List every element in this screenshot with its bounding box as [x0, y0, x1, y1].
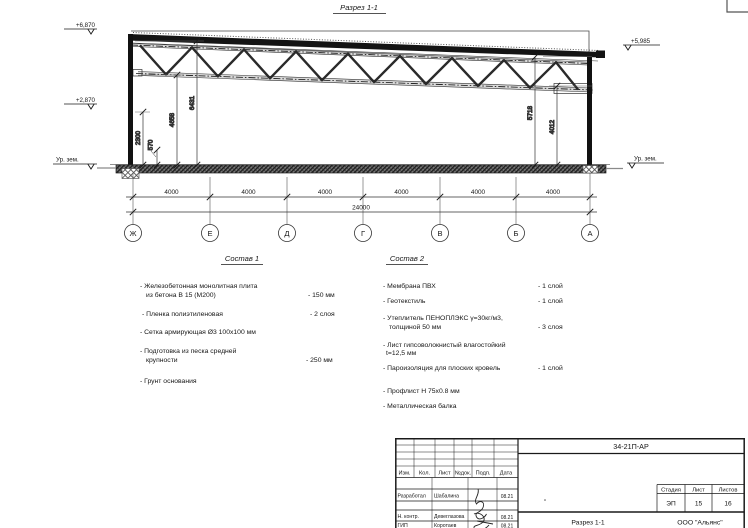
list-item: - Геотекстиль	[383, 298, 426, 305]
list-item: - Железобетонная монолитная плита	[140, 283, 258, 290]
sheet-header: Лист	[692, 487, 705, 494]
horizontal-dims	[126, 173, 597, 225]
sostav2-list	[383, 254, 563, 410]
tb-date: 08.21	[500, 515, 514, 521]
tb-col-kol: Кол.	[418, 470, 431, 477]
sostav1-list	[140, 254, 335, 385]
building-section	[97, 31, 623, 179]
dim-6431: 6431	[189, 95, 196, 111]
tb-role: ГИП	[397, 523, 408, 528]
list-item: крупности	[146, 357, 178, 364]
list-item-value: - 250 мм	[306, 357, 333, 364]
stage-header: Стадия	[661, 487, 681, 494]
axis-label: Ж	[129, 229, 137, 238]
sheet-title: Разрез 1-1	[571, 519, 605, 527]
sostav2-title: Состав 2	[389, 254, 425, 263]
axis-label: А	[587, 229, 593, 238]
tb-role: Н. контр.	[397, 514, 419, 520]
tb-date: 08.21	[500, 523, 514, 528]
tb-person: Коротаев	[434, 523, 457, 528]
elevation-mid-left	[64, 97, 97, 109]
list-item: - Подготовка из песка средней	[140, 348, 237, 355]
elevation-top-left-label: +6,870	[75, 22, 95, 29]
bay-dim-label: 4000	[394, 189, 409, 196]
list-item-value: - 1 слой	[538, 283, 563, 290]
sheets-header: Листов	[718, 487, 738, 494]
bay-dim-label: 4000	[470, 189, 486, 196]
doc-number: 34-21П-АР	[613, 442, 649, 451]
list-item: - Сетка армирующая Ø3 100х100 мм	[140, 329, 256, 336]
dim-4658: 4658	[169, 112, 176, 128]
bay-dim-label: 4000	[241, 189, 256, 196]
tb-col-izm: Изм.	[398, 470, 411, 477]
elevation-top-left	[64, 22, 97, 34]
tb-person: Девеглазова	[434, 514, 465, 520]
vertical-dims-left	[135, 38, 204, 168]
axis-bubbles	[125, 225, 599, 242]
ground-level-right-label: Ур. зем.	[634, 155, 657, 163]
bay-dim-label: 4000	[164, 189, 179, 196]
tb-col-data: Дата	[499, 470, 513, 477]
section-title-label: Разрез 1-1	[340, 3, 378, 12]
axis-label: Б	[513, 229, 519, 238]
tb-person: Шабалина	[434, 493, 460, 500]
elevation-mid-left-label: +2,870	[75, 97, 95, 104]
list-item: - Профлист Н 75х0.8 мм	[383, 388, 460, 395]
tb-date: 08.21	[500, 494, 514, 500]
list-item: толщиной 50 мм	[389, 324, 442, 331]
list-item: - Пленка полиэтиленовая	[142, 311, 223, 318]
list-item-value: - 1 слой	[538, 298, 563, 305]
bay-dim-label: 4000	[317, 189, 333, 196]
list-item: - Металлическая балка	[383, 403, 457, 410]
section-title	[333, 3, 386, 14]
sheet-number: 15	[694, 500, 703, 508]
dim-5718: 5718	[527, 105, 534, 121]
tb-col-list: Лист	[438, 470, 451, 477]
column-left	[128, 34, 133, 168]
list-item-value: - 2 слоя	[310, 311, 335, 318]
list-item: - Утеплитель ПЕНОПЛЭКС γ=30кг/м3,	[383, 315, 503, 322]
stage-value: ЭП	[666, 500, 676, 508]
list-item-value: - 1 слой	[538, 365, 563, 372]
frame-corner	[727, 0, 748, 12]
stray-dot	[544, 499, 546, 501]
dim-2300: 2300	[135, 130, 142, 146]
axis-label: В	[437, 229, 443, 238]
elevation-top-right	[623, 38, 660, 50]
tb-role: Разработал	[397, 493, 426, 500]
total-dim-label: 24000	[352, 204, 370, 212]
elevation-top-right-label: +5,985	[631, 38, 651, 45]
bay-dim-label: 4000	[545, 189, 561, 196]
company-name: ООО "Альянс"	[677, 519, 723, 527]
list-item-value: - 150 мм	[308, 292, 335, 299]
list-item: - Грунт основания	[140, 378, 197, 385]
vertical-dims-right	[527, 54, 592, 168]
title-block	[395, 438, 745, 528]
list-item: - Пароизоляция для плоских кровель	[383, 365, 501, 372]
dim-4012: 4012	[549, 119, 556, 135]
list-item: t=12,5 мм	[386, 350, 417, 357]
list-item: - Лист гипсоволокнистый влагостойкий	[383, 342, 506, 349]
ground-level-left-label: Ур. зем.	[56, 156, 79, 164]
list-item-value: - 3 слоя	[538, 324, 563, 331]
column-right	[587, 56, 592, 168]
axis-label: Д	[284, 229, 290, 238]
ground-level-right	[627, 156, 664, 169]
sheets-total: 16	[724, 500, 732, 508]
ground-level-left	[53, 157, 97, 170]
tb-col-ndok: №док.	[454, 470, 472, 477]
dim-570: 570	[147, 139, 155, 151]
axis-label: Е	[207, 229, 213, 238]
list-item: из бетона В 15 (М200)	[146, 292, 216, 299]
axis-label: Г	[360, 229, 366, 238]
list-item: - Мембрана ПВХ	[383, 283, 436, 290]
tb-col-podp: Подп.	[475, 470, 491, 477]
sostav1-title: Состав 1	[224, 254, 260, 263]
